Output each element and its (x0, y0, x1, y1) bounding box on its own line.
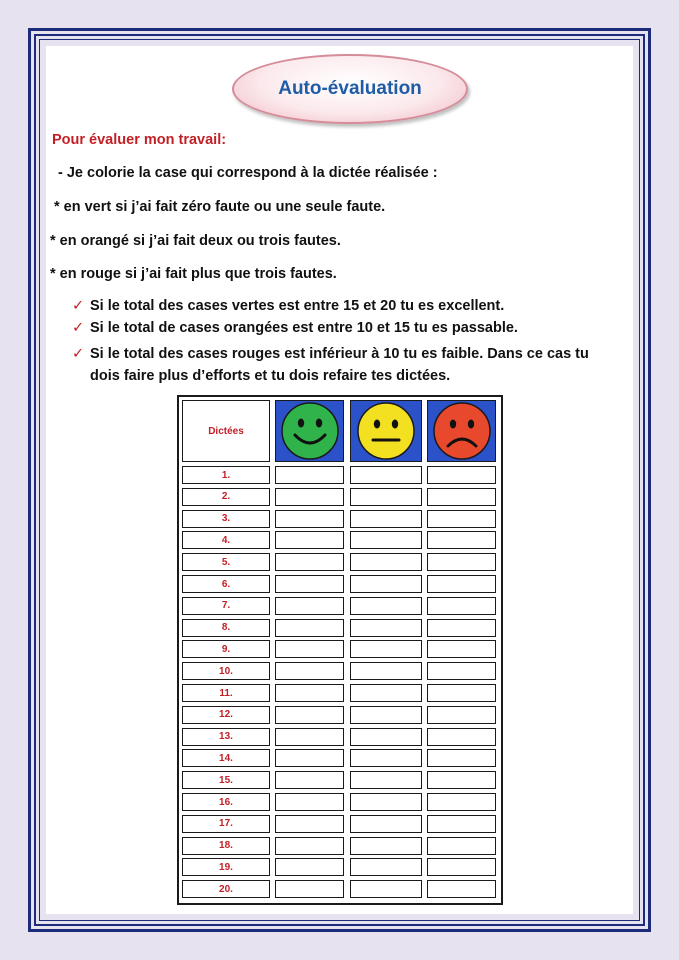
row-number: 4. (221, 534, 231, 546)
orange-cell[interactable] (350, 880, 422, 898)
row-number-cell (182, 466, 270, 484)
row-number: 17. (219, 818, 233, 830)
header-dictees (182, 400, 270, 462)
green-cell[interactable] (275, 728, 344, 746)
red-cell[interactable] (427, 553, 496, 571)
red-cell[interactable] (427, 793, 496, 811)
row-number: 1. (221, 469, 231, 481)
row-number-cell (182, 662, 270, 680)
row-number-cell (182, 488, 270, 506)
red-cell[interactable] (427, 728, 496, 746)
orange-cell[interactable] (350, 706, 422, 724)
bullet-green: * en vert si j’ai fait zéro faute ou une seule faute. (54, 199, 386, 215)
green-cell[interactable] (275, 858, 344, 876)
green-cell[interactable] (275, 466, 344, 484)
orange-cell[interactable] (350, 858, 422, 876)
row-number-cell (182, 771, 270, 789)
row-number-cell (182, 728, 270, 746)
bullet-orange: * en orangé si j’ai fait deux ou trois fautes. (50, 233, 341, 249)
orange-cell[interactable] (350, 466, 422, 484)
worksheet-page (46, 46, 633, 914)
green-cell[interactable] (275, 749, 344, 767)
red-cell[interactable] (427, 684, 496, 702)
green-cell[interactable] (275, 706, 344, 724)
check-icon: ✓ (72, 320, 85, 336)
orange-cell[interactable] (350, 728, 422, 746)
row-number: 6. (221, 578, 231, 590)
green-cell[interactable] (275, 553, 344, 571)
red-cell[interactable] (427, 640, 496, 658)
row-number: 10. (219, 665, 233, 677)
red-cell[interactable] (427, 662, 496, 680)
green-cell[interactable] (275, 771, 344, 789)
row-number-cell (182, 640, 270, 658)
orange-cell[interactable] (350, 662, 422, 680)
row-number: 11. (219, 687, 233, 699)
row-number-cell (182, 597, 270, 615)
red-cell[interactable] (427, 837, 496, 855)
row-number: 13. (219, 731, 233, 743)
row-number-cell (182, 793, 270, 811)
row-number-cell (182, 880, 270, 898)
green-cell[interactable] (275, 510, 344, 528)
orange-cell[interactable] (350, 553, 422, 571)
red-cell[interactable] (427, 815, 496, 833)
green-cell[interactable] (275, 575, 344, 593)
orange-cell[interactable] (350, 793, 422, 811)
green-cell[interactable] (275, 880, 344, 898)
row-number: 16. (219, 796, 233, 808)
sad-face-box (427, 400, 496, 462)
row-number-cell (182, 684, 270, 702)
row-number: 2. (221, 491, 231, 503)
sad-face-icon (432, 401, 492, 461)
row-number: 15. (219, 774, 233, 786)
row-number-cell (182, 837, 270, 855)
green-cell[interactable] (275, 640, 344, 658)
orange-cell[interactable] (350, 488, 422, 506)
row-number-cell (182, 575, 270, 593)
green-cell[interactable] (275, 488, 344, 506)
orange-cell[interactable] (350, 749, 422, 767)
orange-cell[interactable] (350, 684, 422, 702)
header-dictees-label: Dictées (208, 425, 244, 437)
red-cell[interactable] (427, 619, 496, 637)
orange-cell[interactable] (350, 531, 422, 549)
instruction-text: - Je colorie la case qui correspond à la dictée réalisée : (58, 165, 438, 181)
row-number-cell (182, 815, 270, 833)
page-title: Auto-évaluation (278, 78, 422, 99)
row-number: 19. (219, 861, 233, 873)
orange-cell[interactable] (350, 771, 422, 789)
green-cell[interactable] (275, 597, 344, 615)
row-number: 14. (219, 752, 233, 764)
check-icon: ✓ (72, 298, 85, 314)
row-number: 8. (221, 622, 231, 634)
check-item-orange (72, 320, 518, 336)
green-cell[interactable] (275, 662, 344, 680)
row-number-cell (182, 510, 270, 528)
check-icon: ✓ (72, 346, 85, 362)
red-cell[interactable] (427, 488, 496, 506)
orange-cell[interactable] (350, 510, 422, 528)
orange-cell[interactable] (350, 619, 422, 637)
row-number: 12. (219, 709, 233, 721)
row-number: 5. (221, 556, 231, 568)
red-cell[interactable] (427, 510, 496, 528)
orange-cell[interactable] (350, 597, 422, 615)
orange-cell[interactable] (350, 815, 422, 833)
row-number-cell (182, 531, 270, 549)
row-number: 7. (221, 600, 231, 612)
check-text: Si le total des cases rouges est inférieur à 10 tu es faible. Dans ce cas tu (90, 346, 589, 362)
green-cell[interactable] (275, 619, 344, 637)
row-number-cell (182, 619, 270, 637)
row-number: 3. (221, 513, 231, 525)
neutral-face-box (350, 400, 422, 462)
red-cell[interactable] (427, 531, 496, 549)
row-number-cell (182, 706, 270, 724)
red-cell[interactable] (427, 749, 496, 767)
green-cell[interactable] (275, 531, 344, 549)
neutral-face-icon (356, 401, 416, 461)
red-cell[interactable] (427, 880, 496, 898)
bullet-red: * en rouge si j’ai fait plus que trois fautes. (50, 266, 337, 282)
intro-heading: Pour évaluer mon travail: (52, 132, 227, 148)
green-cell[interactable] (275, 837, 344, 855)
green-cell[interactable] (275, 684, 344, 702)
red-cell[interactable] (427, 466, 496, 484)
red-cell[interactable] (427, 858, 496, 876)
row-number-cell (182, 749, 270, 767)
check-text-continued: dois faire plus d’efforts et tu dois refaire tes dictées. (90, 368, 451, 384)
check-text: Si le total de cases orangées est entre 10 et 15 tu es passable. (90, 320, 518, 336)
check-item-green (72, 298, 504, 314)
red-cell[interactable] (427, 706, 496, 724)
green-cell[interactable] (275, 793, 344, 811)
check-text: Si le total des cases vertes est entre 15 et 20 tu es excellent. (90, 298, 505, 314)
green-cell[interactable] (275, 815, 344, 833)
red-cell[interactable] (427, 597, 496, 615)
row-number-cell (182, 858, 270, 876)
row-number-cell (182, 553, 270, 571)
row-number: 9. (221, 643, 231, 655)
happy-face-icon (280, 401, 340, 461)
happy-face-box (275, 400, 344, 462)
title-banner (232, 54, 468, 124)
orange-cell[interactable] (350, 837, 422, 855)
row-number: 18. (219, 840, 233, 852)
red-cell[interactable] (427, 771, 496, 789)
red-cell[interactable] (427, 575, 496, 593)
check-item-red (72, 343, 589, 387)
orange-cell[interactable] (350, 640, 422, 658)
evaluation-table (177, 395, 503, 905)
orange-cell[interactable] (350, 575, 422, 593)
row-number: 20. (219, 883, 233, 895)
